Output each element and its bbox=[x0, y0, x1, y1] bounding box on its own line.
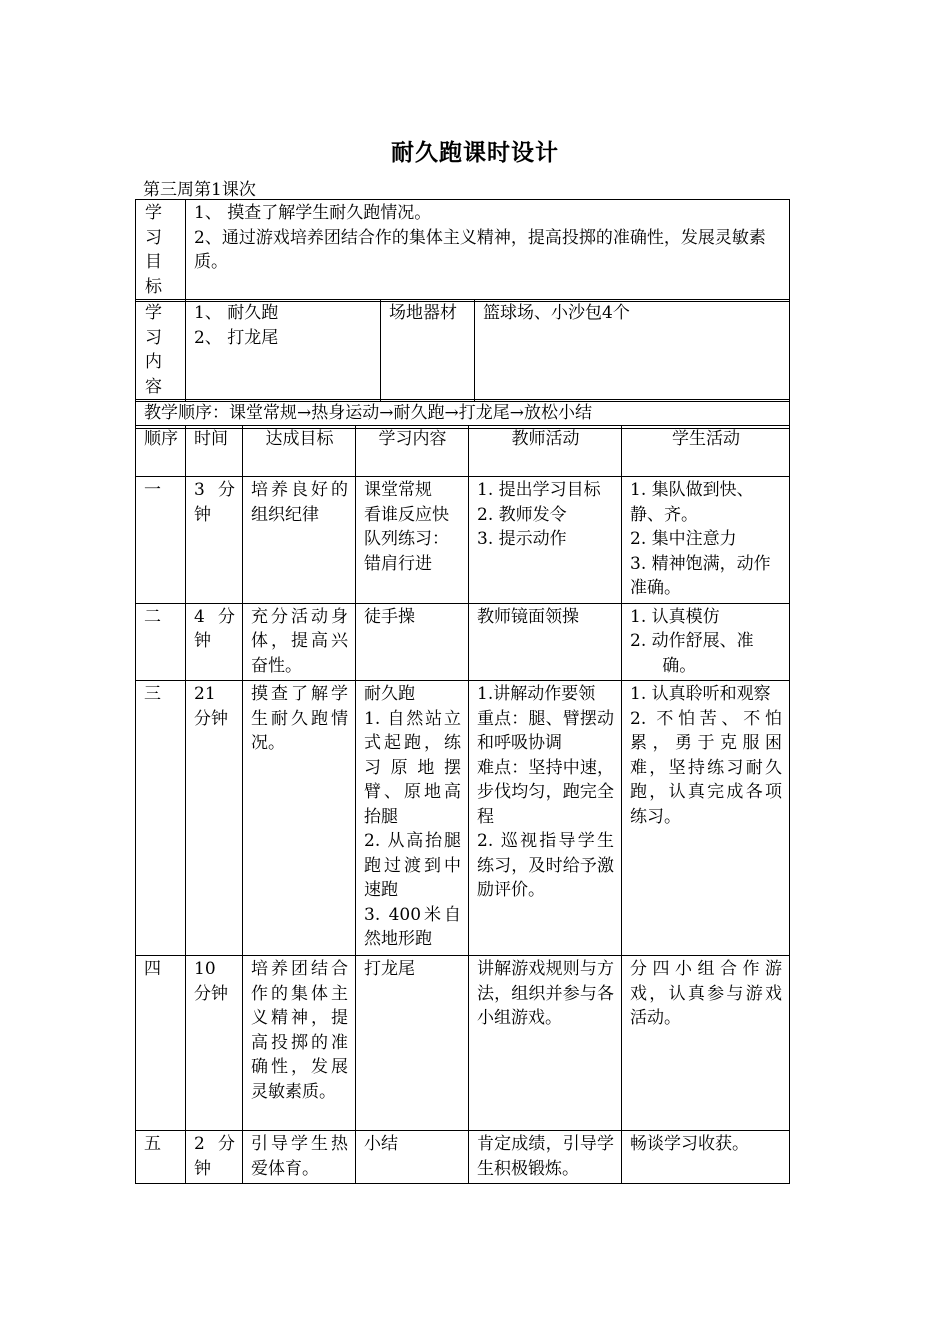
row-teacher: 教师镜面领操 bbox=[469, 603, 622, 681]
row-teacher: 1.讲解动作要领 重点：腿、臂摆动和呼吸协调 难点：坚持中速，步伐均匀，跑完全程 2. 巡视指导学生练习，及时给予激励评价。 bbox=[469, 681, 622, 956]
lesson-table bbox=[135, 425, 790, 1184]
header-content: 学习内容 bbox=[356, 426, 469, 477]
header-student: 学生活动 bbox=[622, 426, 790, 477]
table-row bbox=[136, 956, 790, 1131]
row-time: 21 分钟 bbox=[186, 681, 243, 956]
goal-line: 2、通过游戏培养团结合作的集体主义精神，提高投掷的准确性，发展灵敏素质。 bbox=[194, 227, 766, 272]
table-row bbox=[136, 477, 790, 604]
content-item: 2、 打龙尾 bbox=[194, 327, 279, 348]
row-student: 1. 认真聆听和观察 2. 不怕苦、不怕累，勇于克服困难，坚持练习耐久跑，认真完成各项练习。 bbox=[622, 681, 790, 956]
row-order: 一 bbox=[136, 477, 186, 604]
row-student: 分四小组合作游戏，认真参与游戏活动。 bbox=[622, 956, 790, 1131]
row-student: 畅谈学习收获。 bbox=[622, 1131, 790, 1184]
row-content: 小结 bbox=[356, 1131, 469, 1184]
table-row bbox=[136, 681, 790, 956]
row-goal: 培养良好的组织纪律 bbox=[243, 477, 356, 604]
lesson-week: 第三周第1课次 bbox=[143, 180, 256, 200]
row-order: 三 bbox=[136, 681, 186, 956]
row-order: 二 bbox=[136, 603, 186, 681]
row-content: 打龙尾 bbox=[356, 956, 469, 1131]
row-goal: 引导学生热爱体育。 bbox=[243, 1131, 356, 1184]
header-row bbox=[136, 426, 790, 477]
content-item: 1、 耐久跑 bbox=[194, 303, 279, 323]
header-teacher: 教师活动 bbox=[469, 426, 622, 477]
row-content: 耐久跑 1. 自然站立式起跑，练习原地摆臂、原地高抬腿 2. 从高抬腿跑过渡到中速跑 3. 400米自然地形跑 bbox=[356, 681, 469, 956]
row-student: 1. 认真模仿 2. 动作舒展、准确。 bbox=[622, 603, 790, 681]
teaching-sequence: 教学顺序：课堂常规→热身运动→耐久跑→打龙尾→放松小结 bbox=[136, 400, 790, 429]
row-time: 4 分钟 bbox=[186, 603, 243, 681]
goals-text bbox=[186, 200, 790, 302]
content-label: 学 习 内 容 bbox=[136, 300, 186, 402]
goals-table bbox=[135, 199, 790, 302]
goals-label: 学 习 目 标 bbox=[136, 200, 186, 302]
row-teacher: 肯定成绩，引导学生积极锻炼。 bbox=[469, 1131, 622, 1184]
row-order: 四 bbox=[136, 956, 186, 1131]
header-time: 时间 bbox=[186, 426, 243, 477]
row-content: 课堂常规 看谁反应快 队列练习：错肩行进 bbox=[356, 477, 469, 604]
table-row bbox=[136, 603, 790, 681]
row-content: 徒手操 bbox=[356, 603, 469, 681]
row-teacher: 讲解游戏规则与方法，组织并参与各小组游戏。 bbox=[469, 956, 622, 1131]
row-goal: 摸查了解学生耐久跑情况。 bbox=[243, 681, 356, 956]
row-teacher: 1. 提出学习目标 2. 教师发令 3. 提示动作 bbox=[469, 477, 622, 604]
row-time: 10 分钟 bbox=[186, 956, 243, 1131]
row-time: 2 分钟 bbox=[186, 1131, 243, 1184]
row-order: 五 bbox=[136, 1131, 186, 1184]
header-goal: 达成目标 bbox=[243, 426, 356, 477]
row-time: 3 分钟 bbox=[186, 477, 243, 604]
row-goal: 充分活动身体，提高兴奋性。 bbox=[243, 603, 356, 681]
document-title: 耐久跑课时设计 bbox=[391, 139, 559, 166]
venue-label: 场地器材 bbox=[381, 300, 475, 402]
row-goal: 培养团结合作的集体主义精神，提高投掷的准确性，发展灵敏素质。 bbox=[243, 956, 356, 1131]
header-order: 顺序 bbox=[136, 426, 186, 477]
goal-line: 1、 摸查了解学生耐久跑情况。 bbox=[194, 203, 432, 223]
table-row bbox=[136, 1131, 790, 1184]
content-table bbox=[135, 299, 790, 402]
row-student: 1. 集队做到快、静、齐。 2. 集中注意力 3. 精神饱满，动作准确。 bbox=[622, 477, 790, 604]
content-items bbox=[186, 300, 381, 402]
venue-value: 篮球场、小沙包4个 bbox=[475, 300, 790, 402]
